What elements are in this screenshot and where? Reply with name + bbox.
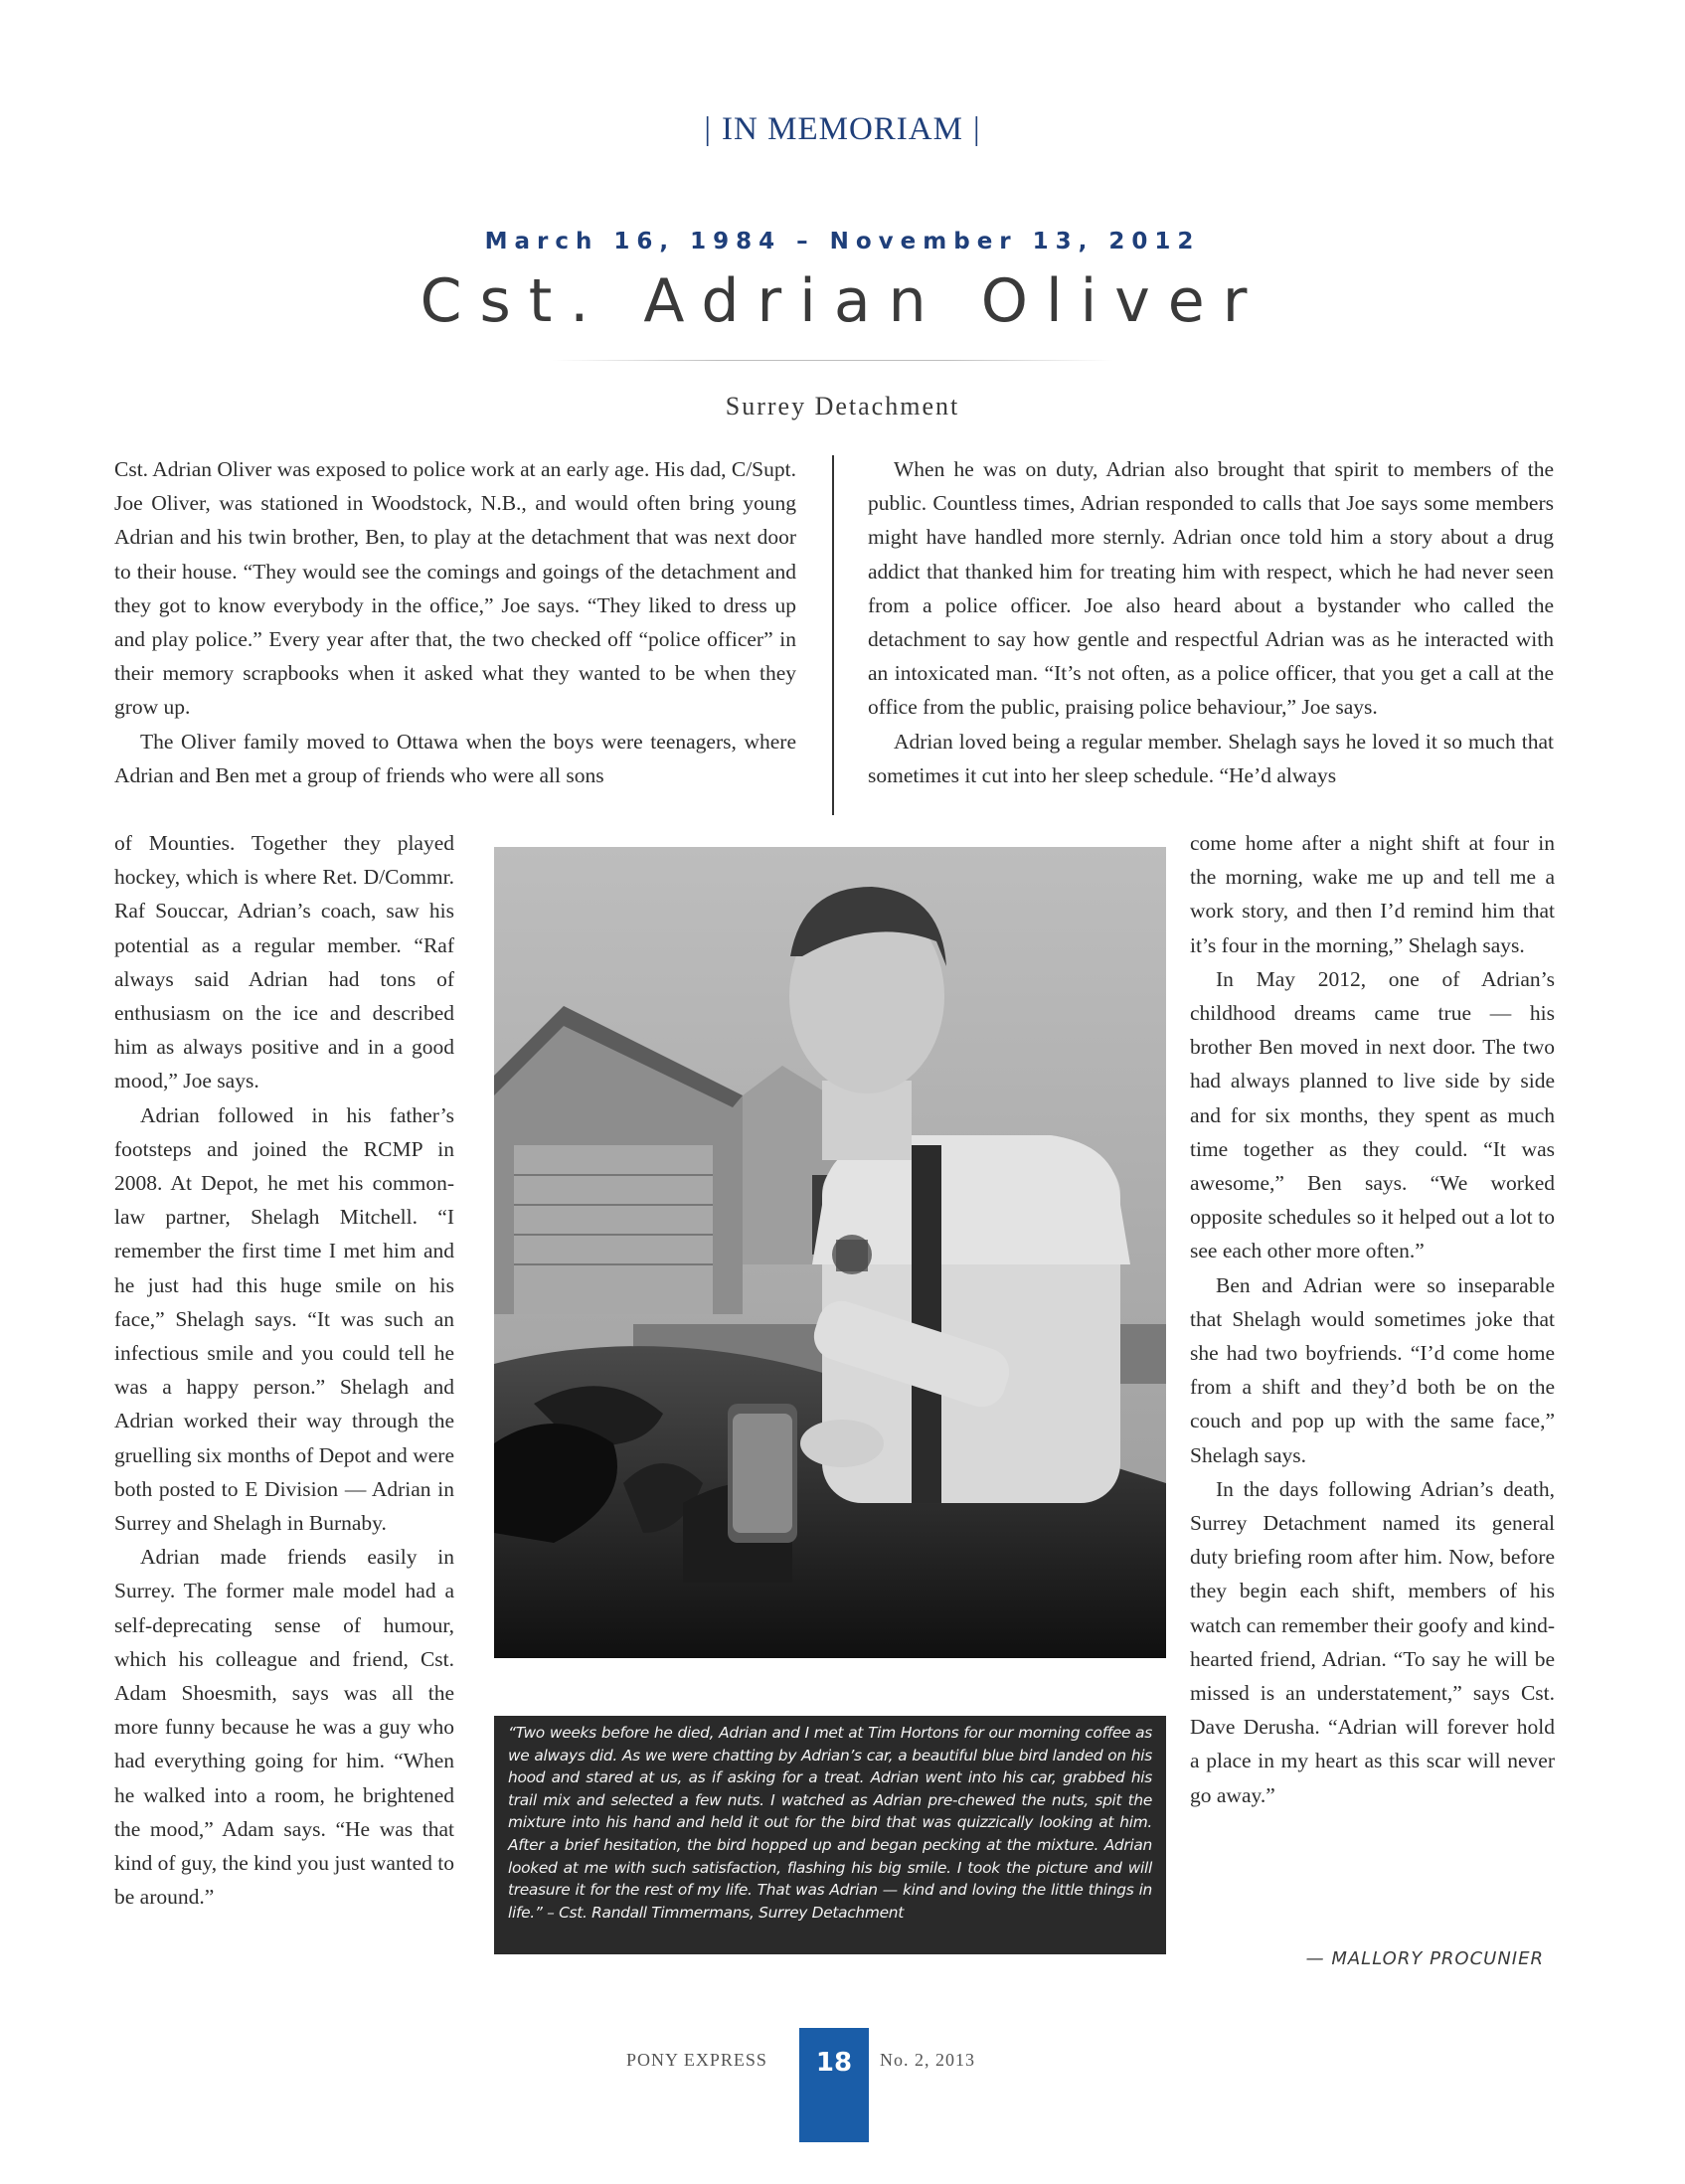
byline: — MALLORY PROCUNIER <box>1305 1948 1544 1969</box>
paragraph: When he was on duty, Adrian also brought that spirit to members of the public. Countless times, Adrian responded to calls that Joe says some members might have handled more sternly. Adrian once told him a story about a drug addict that thanked him for treating him with respect, which he had never seen from a police officer. Joe also heard about a bystander who called the detachment to say how gentle and respectful Adrian was as he interacted with an intoxicated man. “It’s not often, as a police officer, that you get a call at the office from the public, praising police behaviour,” Joe says. <box>868 457 1554 720</box>
photo-illustration <box>494 847 1166 1658</box>
section-bar-right: | <box>972 111 981 147</box>
paragraph: come home after a night shift at four in the morning, wake me up and tell me a work story, and then I’d remind him that it’s four in the morning,” Shelagh says. <box>1190 831 1555 957</box>
memorial-photo <box>494 847 1166 1658</box>
photo-caption: “Two weeks before he died, Adrian and I met at Tim Hortons for our morning coffee as we always did. As we were chatting by Adrian’s car, a beautiful blue bird landed on his hood and stared at us, as if asking for a treat. Adrian went into his car, grabbed his trail mix and selected a few nuts. I watched as Adrian pre-chewed the nuts, spit the mixture into his hand and held it out for the bird that was quizzically looking at him. After a brief hesitation, the bird hopped up and began pecking at the mixture. Adrian looked at me with such satisfaction, flashing his big smile. I took the picture and will treasure it for the rest of my life. That was Adrian — kind and loving the little things in life.” – Cst. Randall Timmermans, Surrey Detachment <box>494 1716 1166 1954</box>
paragraph: The Oliver family moved to Ottawa when the boys were teenagers, where Adrian and Ben met a group of friends who were all sons <box>114 729 796 787</box>
column-1-narrow <box>114 826 454 1915</box>
paragraph: Adrian made friends easily in Surrey. The former male model had a self-deprecating sense of humour, which his colleague and friend, Cst. Adam Shoesmith, says was all the more funny because he was a guy who had everything going for him. “When he walked into a room, he brightened the mood,” Adam says. “He was that kind of guy, the kind you just wanted to be around.” <box>114 1545 454 1910</box>
column-divider <box>832 455 834 815</box>
life-dates: March 16, 1984 – November 13, 2012 <box>484 229 1201 254</box>
column-2-top <box>868 452 1554 792</box>
paragraph: Adrian loved being a regular member. Shelagh says he loved it so much that sometimes it cut into her sleep schedule. “He’d always <box>868 729 1554 787</box>
footer-issue: No. 2, 2013 <box>880 2050 975 2070</box>
page-subtitle: Surrey Detachment <box>725 392 960 420</box>
section-bar-left: | <box>704 111 713 147</box>
section-label: IN MEMORIAM <box>722 111 963 147</box>
section-header <box>0 111 1685 148</box>
paragraph: Adrian followed in his father’s footsteps and joined the RCMP in 2008. At Depot, he met his common-law partner, Shelagh Mitchell. “I remember the first time I met him and he just had this huge smile on his face,” Shelagh says. “It was such an infectious smile and you could tell he was a happy person.” Shelagh and Adrian worked their way through the gruelling six months of Depot and were both posted to E Division — Adrian in Surrey and Shelagh in Burnaby. <box>114 1102 454 1536</box>
page-title: Cst. Adrian Oliver <box>420 266 1265 336</box>
paragraph: In the days following Adrian’s death, Surrey Detachment named its general duty briefing room after him. Now, before they begin each shift, members of his watch can remember their goofy and kind-hearted friend, Adrian. “To say he will be missed is an understatement,” says Cst. Dave Derusha. “Adrian will forever hold a place in my heart as this scar will never go away.” <box>1190 1476 1555 1807</box>
page-number: 18 <box>799 2028 869 2142</box>
column-2-narrow <box>1190 826 1555 1812</box>
paragraph: of Mounties. Together they played hockey, which is where Ret. D/Commr. Raf Souccar, Adrian’s coach, saw his potential as a regular member. “Raf always said Adrian had tons of enthusiasm on the ice and described him as always positive and in a good mood,” Joe says. <box>114 831 454 1093</box>
paragraph: Cst. Adrian Oliver was exposed to police work at an early age. His dad, C/Supt. Joe Oliver, was stationed in Woodstock, N.B., and would often bring young Adrian and his twin brother, Ben, to play at the detachment that was next door to their house. “They would see the comings and goings of the detachment and they got to know everybody in the office,” Joe says. “They liked to dress up and play police.” Every year after that, the two checked off “police officer” in their memory scrapbooks when it asked what they wanted to be when they grow up. <box>114 457 796 720</box>
title-divider <box>552 360 1113 361</box>
column-1-top <box>114 452 796 792</box>
footer-publication: PONY EXPRESS <box>626 2050 767 2070</box>
paragraph: Ben and Adrian were so inseparable that Shelagh would sometimes joke that she had two boyfriends. “I’d come home from a shift and they’d both be on the couch and pop up with the same face,” Shelagh says. <box>1190 1272 1555 1467</box>
paragraph: In May 2012, one of Adrian’s childhood dreams came true — his brother Ben moved in next door. The two had always planned to live side by side and for six months, they spent as much time together as they could. “It was awesome,” Ben says. “We worked opposite schedules so it helped out a lot to see each other more often.” <box>1190 966 1555 1263</box>
